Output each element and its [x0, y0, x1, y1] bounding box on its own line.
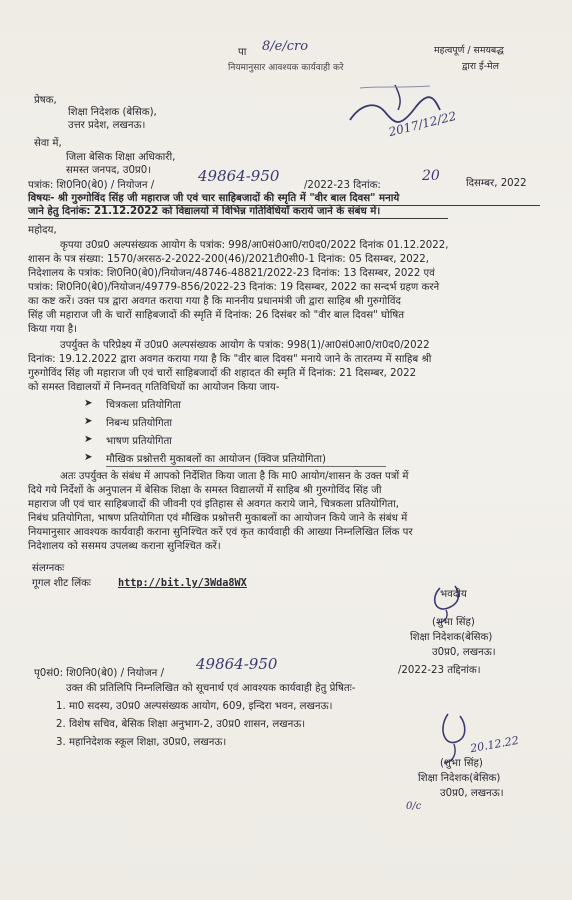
sender-line2: उत्तर प्रदेश, लखनऊ।: [68, 120, 146, 131]
copy-item: 2. विशेष सचिव, बेसिक शिक्षा अनुभाग-2, उ0प्र0 शासन, लखनऊ।: [56, 719, 306, 730]
para1-line: निदेशालय के पत्रांक: शि0नि0(बे0)/नियोजन/48746-48821/2022-23 दिनांक: 13 दिसम्बर, 2022 एवं: [28, 268, 435, 279]
arrow-bullet-icon: ➤: [84, 416, 93, 427]
signatory-designation-2: शिक्षा निदेशक(बेसिक): [418, 773, 501, 784]
initials-date: 2017/12/22: [387, 108, 458, 140]
activity-item: भाषण प्रतियोगिता: [106, 436, 172, 447]
activity-item: निबन्ध प्रतियोगिता: [106, 418, 173, 429]
ref-month-year: दिसम्बर, 2022: [466, 178, 527, 189]
bottom-initials: 0/c: [406, 801, 422, 812]
activity-underline: [106, 466, 386, 467]
handwritten-note: 8/e/cro: [262, 39, 309, 54]
subject-line2: जाने हेतु दिनांक: 21.12.2022 को विद्यालयों में विभिन्न गतिविधियाँ कराये जाने के संबंध में।: [28, 206, 381, 217]
link-label: गूगल शीट लिंकः: [32, 578, 91, 589]
copy-item: 3. महानिदेशक स्कूल शिक्षा, उ0प्र0, लखनऊ।: [56, 737, 227, 748]
para2-line: को समस्त विद्यालयों में निम्नवत् गतिविधियों का आयोजन किया जाय-: [28, 382, 280, 393]
para1-line: सिंह जी महाराज जी के चारों साहिबजादों की स्मृति में दिनांक: 26 दिसंबर को "वीर बाल दिवस" घोषित: [28, 310, 405, 321]
bhavdiya: भवदीय: [440, 589, 467, 600]
sender-label: प्रेषक,: [34, 95, 57, 106]
salutation: महोदय,: [28, 225, 57, 236]
arrow-bullet-icon: ➤: [84, 452, 93, 463]
para1-line: का कष्ट करें। उक्त पत्र द्वारा अवगत कराया गया है कि माननीय प्रधानमंत्री जी द्वारा साहिब श्री गुरुगोविंद: [28, 296, 401, 307]
signatory-name-2: (शुभा सिंह): [440, 758, 483, 769]
para3-line: निदेशालय को ससमय उपलब्ध कराना सुनिश्चित करें।: [28, 541, 221, 552]
signatory-place-1: उ0प्र0, लखनऊ।: [432, 647, 496, 658]
para3-line: महाराज जी एवं चार साहिबजादों की जीवनी एवं इतिहास से अवगत कराये जाने, चित्रकला प्रतियोगिता,: [28, 499, 399, 510]
recipient-line1: जिला बेसिक शिक्षा अधिकारी,: [66, 152, 176, 163]
para3-line: दिये गये निर्देशों के अनुपालन में बेसिक शिक्षा के समस्त विद्यालयों में साहिब श्री गुरुगोविंद सिंह जी: [28, 485, 382, 496]
email-label: द्वारा ई-मेल: [462, 61, 500, 72]
signatory-place-2: उ0प्र0, लखनऊ।: [440, 788, 504, 799]
signatory-designation-1: शिक्षा निदेशक(बेसिक): [410, 632, 493, 643]
para1-line: शासन के पत्र संख्या: 1570/अरसठ-2-2022-200(46)/2021टी0सी0-1 दिनांक: 05 दिसम्बर, 2022,: [28, 254, 429, 265]
para1-line: कृपया उ0प्र0 अल्पसंख्यक आयोग के पत्रांक: 998/आ0सं0आ0/रा0द0/2022 दिनांक 01.12.2022,: [60, 240, 449, 251]
pa-label: पा: [238, 47, 247, 58]
recipient-label: सेवा में,: [34, 138, 62, 149]
signatory-name-1: (शुभा सिंह): [432, 617, 475, 628]
para3-line: निबंध प्रतियोगिता, भाषण प्रतियोगिता एवं मौखिक प्रश्नोत्तरी मुकाबलों का आयोजन किये जाने के संबंध में: [28, 513, 408, 524]
copy-item: 1. मा0 सदस्य, उ0प्र0 अल्पसंख्यक आयोग, 609, इन्दिरा भवन, लखनऊ।: [56, 701, 333, 712]
copy-ref-suffix: /2022-23 तद्दिनांक।: [398, 665, 481, 676]
para2-line: गुरुगोविंद सिंह जी महाराज जी एवं चारों साहिबजादों की शहादत की स्मृति में दिनांक: 21 दिसम्बर, 2022: [28, 368, 417, 379]
priority-label: महत्वपूर्ण / समयबद्ध: [434, 45, 504, 56]
copy-ref-prefix: पृ0सं0: शि0नि0(बे0) / नियोजन /: [34, 668, 165, 679]
copy-ref-intro: उक्त की प्रतिलिपि निम्नलिखित को सूचनार्थ एवं आवश्यक कार्यवाही हेतु प्रेषितः-: [66, 683, 356, 694]
para2-line: उपर्युक्त के परिप्रेक्ष्य में उ0प्र0 अल्पसंख्यक आयोग के पत्रांक: 998(1)/आ0सं0आ0/रा0द0/2022: [60, 340, 430, 351]
activity-item: मौखिक प्रश्नोत्तरी मुकाबलों का आयोजन (क्विज प्रतियोगिता): [106, 454, 326, 465]
activity-item: चित्रकला प्रतियोगिता: [106, 400, 181, 411]
subject-line1: विषयः- श्री गुरुगोविंद सिंह जी महाराज जी एवं चार साहिबजादों की स्मृति में "वीर बाल दिवस" मनाये: [28, 193, 400, 204]
para2-line: दिनांक: 19.12.2022 द्वारा अवगत कराया गया है कि "वीर बाल दिवस" मनाये जाने के तारतम्य में साहिब श्री: [28, 354, 432, 365]
ref-hand-number: 49864-950: [198, 167, 280, 185]
para1-line: पत्रांक: शि0नि0(बे0)/नियोजन/49779-856/2022-23 दिनांक: 19 दिसम्बर, 2022 का सन्दर्भ ग्रहण करने: [28, 282, 440, 293]
arrow-bullet-icon: ➤: [84, 434, 93, 445]
action-note: नियमानुसार आवश्यक कार्यवाही करे: [228, 63, 344, 73]
recipient-line2: समस्त जनपद, उ0प्र0।: [66, 165, 152, 176]
para1-line: किया गया है।: [28, 324, 78, 335]
signature-2-date: 20.12.22: [469, 733, 520, 756]
ref-hand-date: 20: [422, 168, 440, 184]
sender-line1: शिक्षा निदेशक (बेसिक),: [68, 107, 157, 118]
subject-underline-1: [80, 205, 540, 206]
para3-line: अतः उपर्युक्त के संबंध में आपको निर्देशित किया जाता है कि मा0 आयोग/शासन के उक्त पत्रों में: [60, 471, 409, 482]
enclosure-label: संलग्नकः: [32, 563, 65, 574]
google-sheet-link[interactable]: http://bit.ly/3Wda8WX: [118, 578, 247, 589]
ref-prefix: पत्रांक: शि0नि0(बे0) / नियोजन /: [28, 180, 155, 191]
copy-ref-hand-number: 49864-950: [196, 655, 278, 673]
ref-suffix: /2022-23 दिनांक:: [304, 180, 381, 191]
subject-underline-2: [28, 218, 448, 219]
para3-line: नियमानुसार आवश्यक कार्यवाही कराना सुनिश्चित करें एवं कृत कार्यवाही की आख्या निम्नलिखित लिंक पर: [28, 527, 413, 538]
arrow-bullet-icon: ➤: [84, 398, 93, 409]
